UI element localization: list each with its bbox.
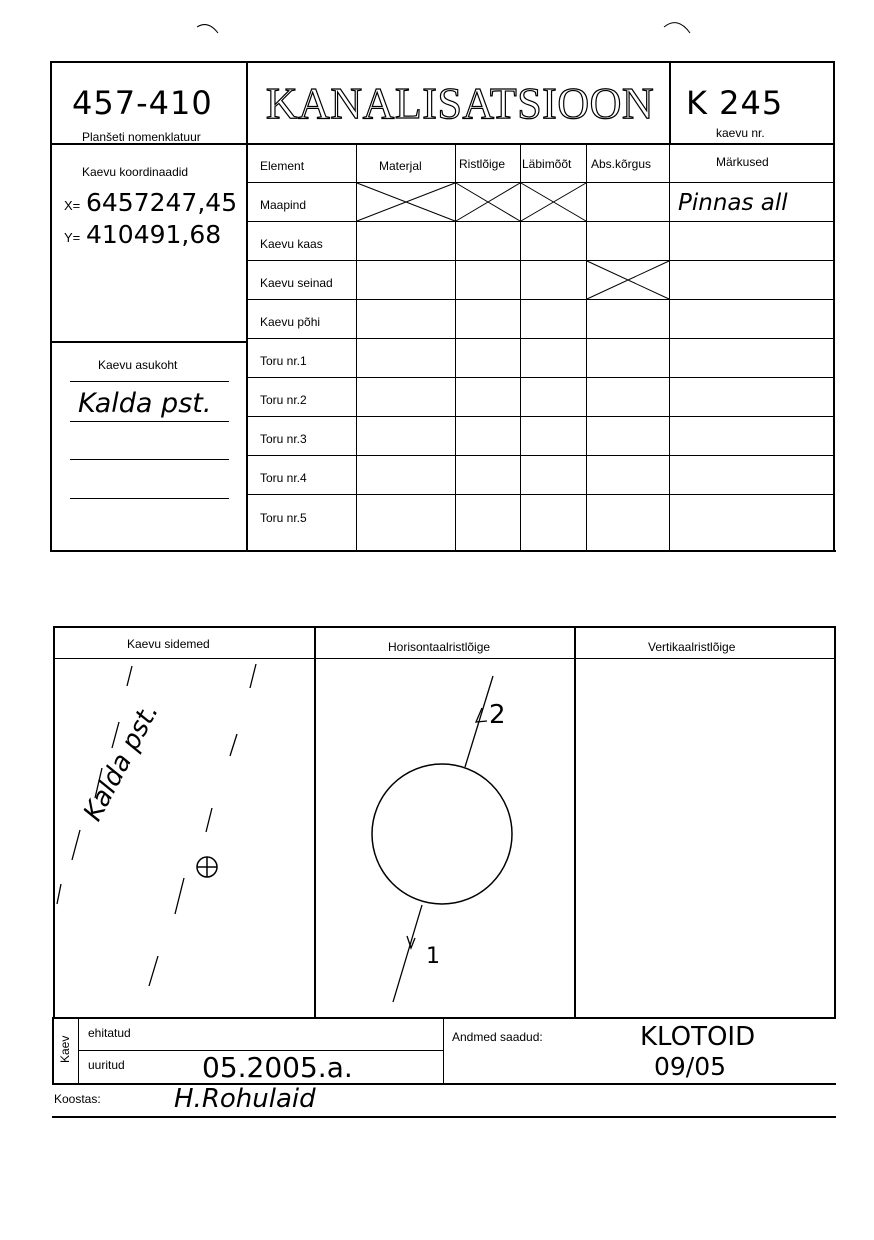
footer-divider xyxy=(443,1017,444,1083)
street-label: Kalda pst. xyxy=(78,698,165,827)
data-obtained-value: KLOTOID xyxy=(640,1022,756,1052)
header-abs-height: Abs.kõrgus xyxy=(591,157,652,171)
data-obtained-label: Andmed saadud: xyxy=(452,1030,543,1044)
well-outline xyxy=(372,764,512,904)
footer-left-edge xyxy=(52,1017,54,1083)
vertical-section-header: Vertikaalristlõige xyxy=(648,640,736,654)
x-prefix: X= xyxy=(64,198,81,213)
horizontal-section-header: Horisontaalristlõige xyxy=(388,640,491,654)
row-well-lid: Kaevu kaas xyxy=(260,237,323,251)
pipe-2-label: 2 xyxy=(489,700,506,730)
built-label: ehitatud xyxy=(88,1026,131,1040)
surveyed-label: uuritud xyxy=(88,1058,125,1072)
row-ground: Maapind xyxy=(260,198,307,212)
compiled-value: H.Rohulaid xyxy=(174,1084,316,1114)
row-pipe-4: Toru nr.4 xyxy=(260,471,307,485)
ties-header: Kaevu sidemed xyxy=(127,637,210,651)
footer-rule xyxy=(52,1083,836,1085)
well-number-label: kaevu nr. xyxy=(716,126,765,140)
nomenclature-value: 457-410 xyxy=(72,84,213,122)
pipe-1-label: 1 xyxy=(426,944,440,969)
nomenclature-label: Planšeti nomenklatuur xyxy=(82,130,201,144)
data-obtained-date: 09/05 xyxy=(654,1052,727,1081)
page-title: KANALISATSIOON xyxy=(265,79,655,128)
ground-remark: Pinnas all xyxy=(678,190,788,216)
row-pipe-3: Toru nr.3 xyxy=(260,432,307,446)
row-pipe-2: Toru nr.2 xyxy=(260,393,307,407)
header-element: Element xyxy=(260,159,305,173)
x-coordinate-value: 6457247,45 xyxy=(86,188,238,217)
footer-bottom-rule xyxy=(52,1116,836,1118)
row-well-bottom: Kaevu põhi xyxy=(260,315,321,329)
row-pipe-1: Toru nr.1 xyxy=(260,354,307,368)
y-prefix: Y= xyxy=(64,230,81,245)
surveyed-value: 05.2005.a. xyxy=(202,1051,353,1084)
header-remarks: Märkused xyxy=(716,155,769,169)
footer-side-label: Kaev xyxy=(58,1035,72,1063)
y-coordinate-value: 410491,68 xyxy=(86,220,222,249)
compiled-label: Koostas: xyxy=(54,1092,101,1106)
row-well-walls: Kaevu seinad xyxy=(260,276,333,290)
location-label: Kaevu asukoht xyxy=(98,358,178,372)
header-diameter: Läbimõõt xyxy=(522,157,572,171)
pipe-1-line xyxy=(393,905,422,1002)
well-number-value: K 245 xyxy=(686,84,784,122)
location-value: Kalda pst. xyxy=(78,388,212,419)
header-cross-section: Ristlõige xyxy=(459,157,506,171)
coordinates-label: Kaevu koordinaadid xyxy=(82,165,189,179)
row-pipe-5: Toru nr.5 xyxy=(260,511,307,525)
header-material: Materjal xyxy=(379,159,422,173)
